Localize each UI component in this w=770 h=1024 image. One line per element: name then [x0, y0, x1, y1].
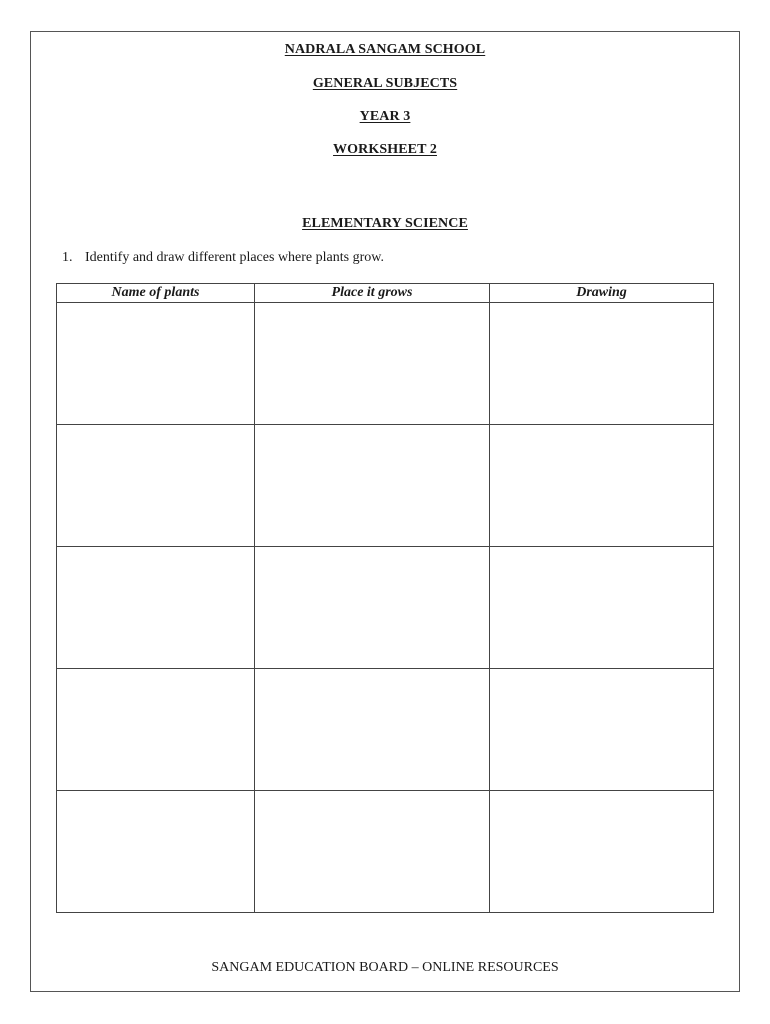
- place-cell[interactable]: [255, 425, 490, 547]
- table-header-row: [57, 284, 714, 303]
- place-cell[interactable]: [255, 303, 490, 425]
- column-header-place-it-grows: Place it grows: [255, 284, 490, 303]
- name-cell[interactable]: [57, 425, 255, 547]
- drawing-cell[interactable]: [490, 425, 714, 547]
- year-heading: YEAR 3: [359, 109, 411, 124]
- name-cell[interactable]: [57, 791, 255, 913]
- table-row: [57, 669, 714, 791]
- place-cell[interactable]: [255, 669, 490, 791]
- place-cell[interactable]: [255, 791, 490, 913]
- table-row: [57, 791, 714, 913]
- column-header-drawing: Drawing: [490, 284, 714, 303]
- drawing-cell[interactable]: [490, 547, 714, 669]
- table-row: [57, 303, 714, 425]
- name-cell[interactable]: [57, 669, 255, 791]
- question-number: 1.: [62, 250, 73, 265]
- column-header-name-of-plants: Name of plants: [57, 284, 255, 303]
- table-row: [57, 547, 714, 669]
- question-text: Identify and draw different places where plants grow.: [85, 250, 384, 265]
- drawing-cell[interactable]: [490, 791, 714, 913]
- section-title: ELEMENTARY SCIENCE: [302, 216, 468, 231]
- drawing-cell[interactable]: [490, 303, 714, 425]
- worksheet-heading: WORKSHEET 2: [333, 142, 437, 157]
- plants-table: [56, 283, 714, 913]
- name-cell[interactable]: [57, 303, 255, 425]
- footer-text: SANGAM EDUCATION BOARD – ONLINE RESOURCES: [211, 960, 559, 975]
- school-name: NADRALA SANGAM SCHOOL: [284, 42, 486, 57]
- subjects-heading: GENERAL SUBJECTS: [312, 76, 458, 91]
- question-1: [62, 250, 384, 266]
- name-cell[interactable]: [57, 547, 255, 669]
- table-row: [57, 425, 714, 547]
- place-cell[interactable]: [255, 547, 490, 669]
- drawing-cell[interactable]: [490, 669, 714, 791]
